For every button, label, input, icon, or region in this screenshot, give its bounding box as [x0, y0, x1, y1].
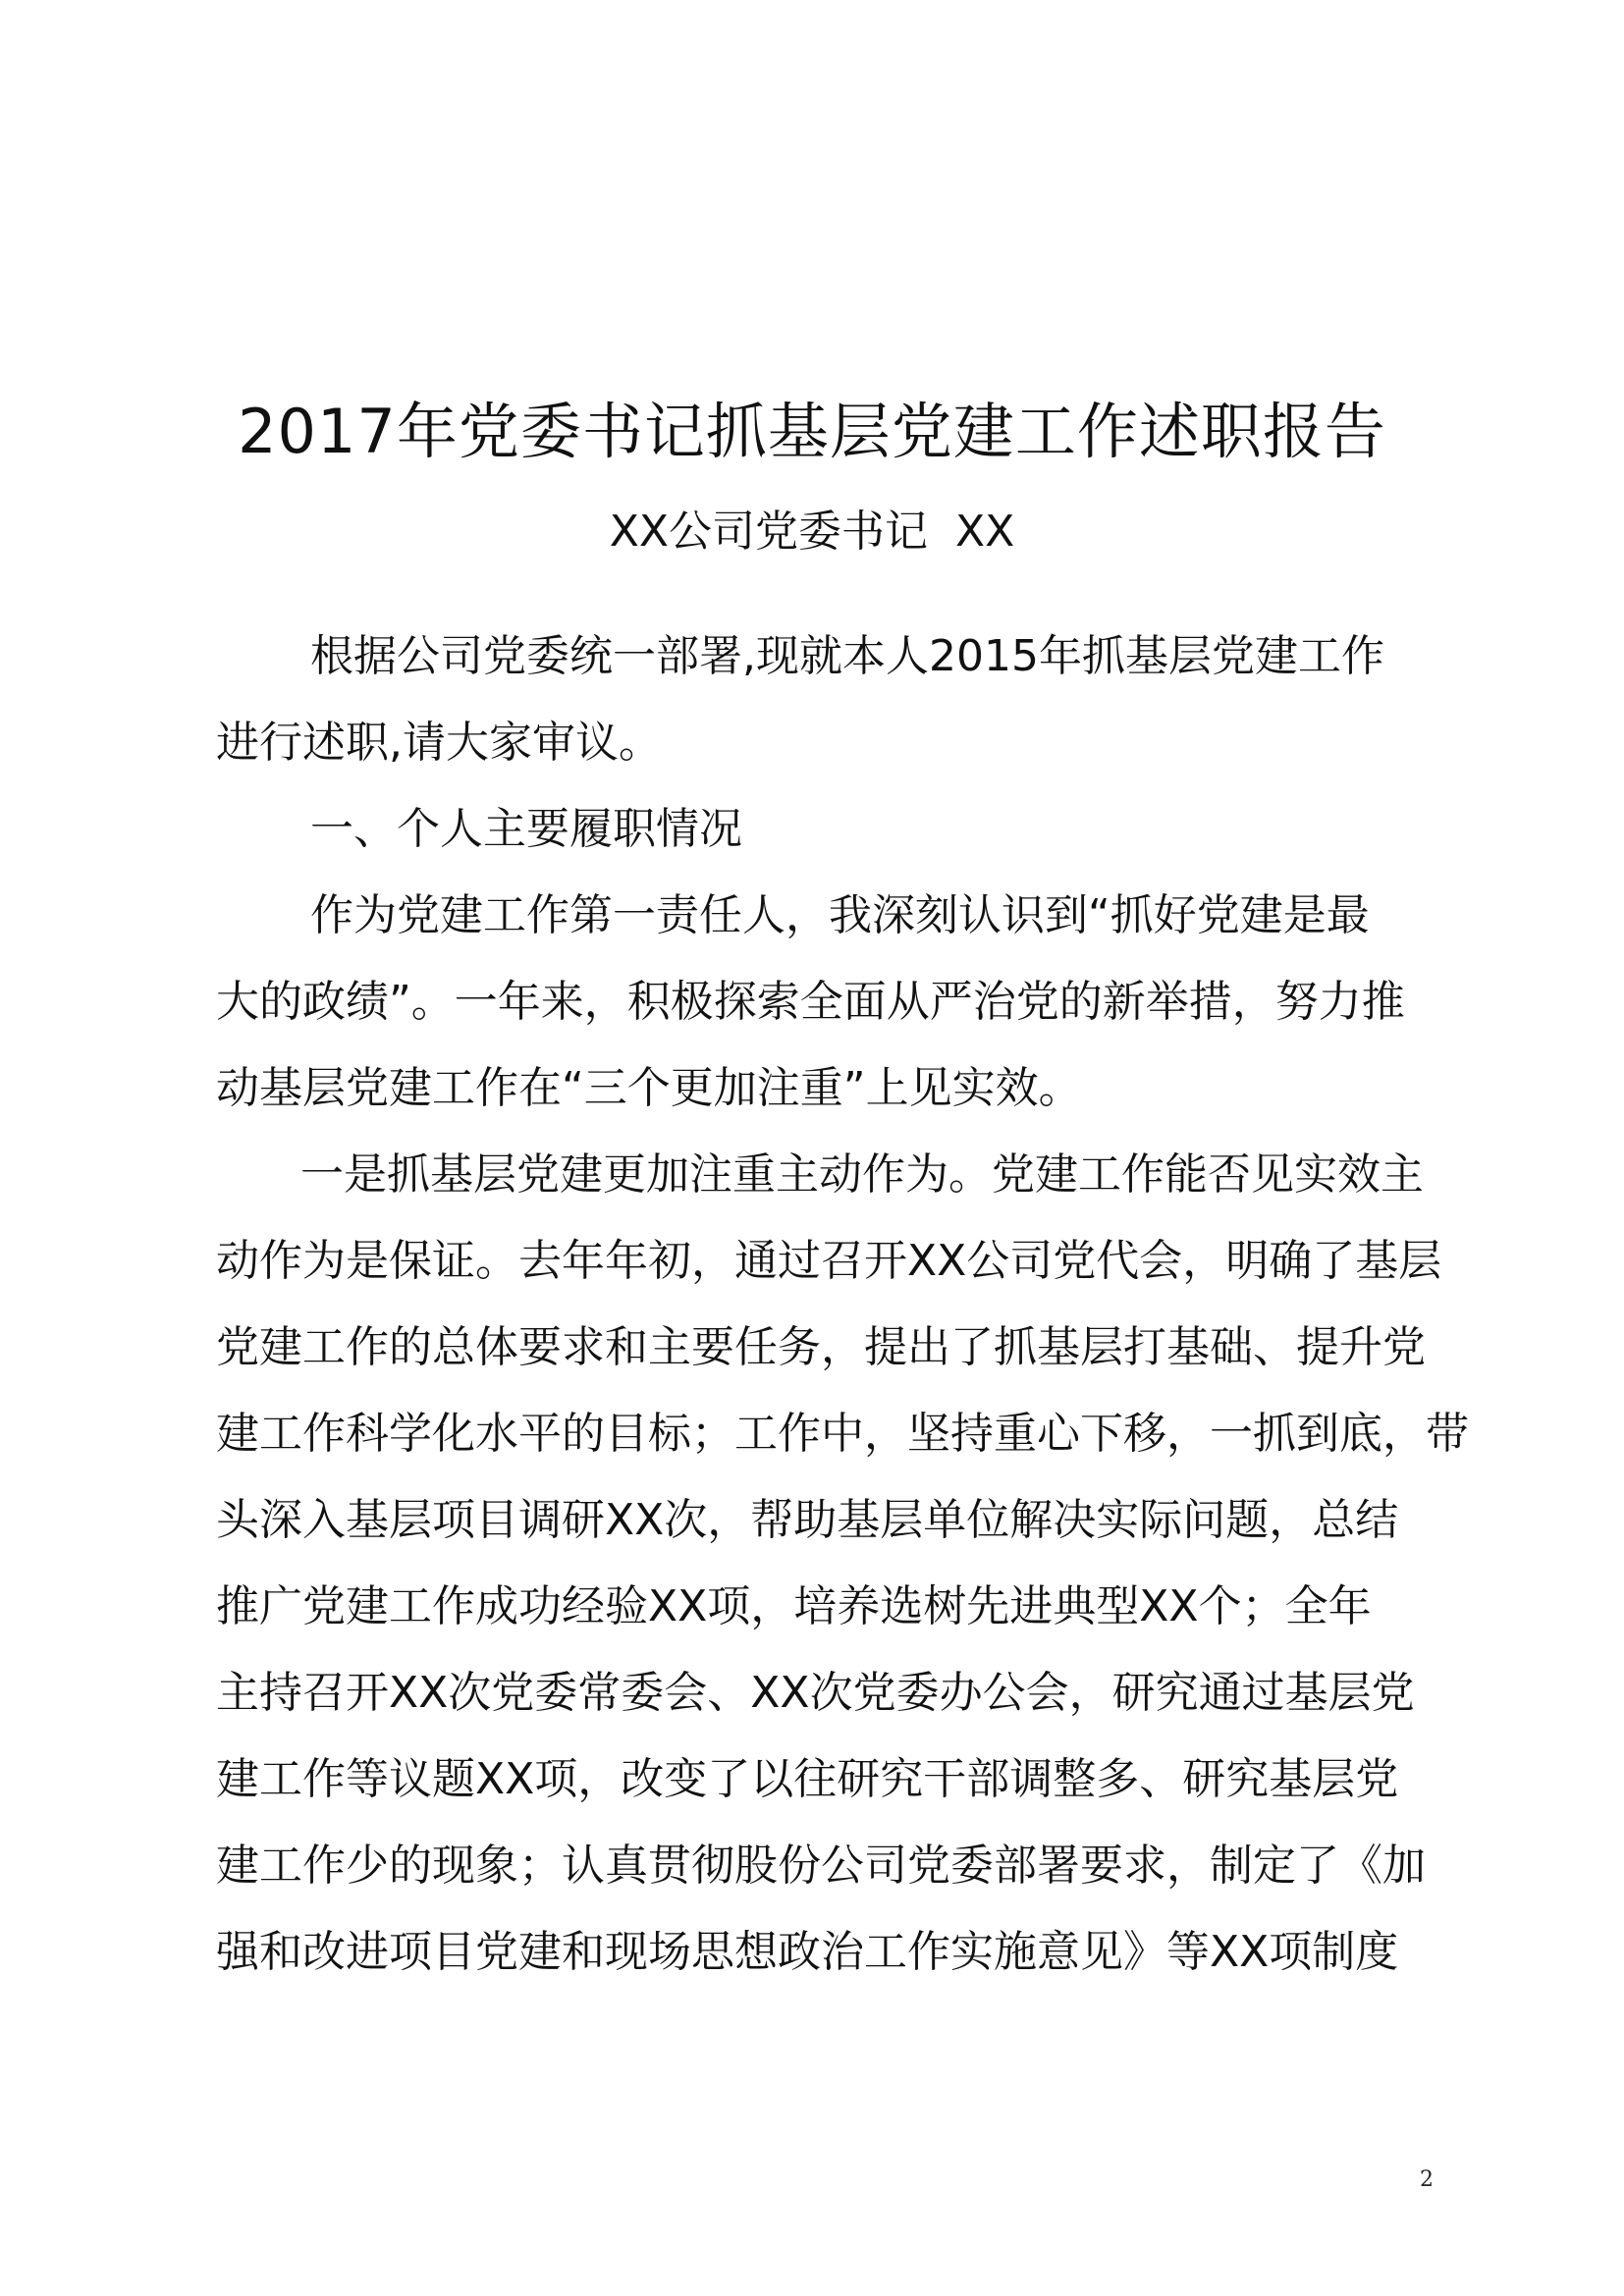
paragraph-line: 强和改进项目党建和现场思想政治工作实施意见》等XX项制度	[216, 1927, 1399, 1977]
paragraph-line: 根据公司党委统一部署,现就本人2015年抓基层党建工作	[310, 631, 1384, 681]
paragraph-line: 头深入基层项目调研XX次，帮助基层单位解决实际问题，总结	[216, 1495, 1399, 1545]
paragraph-line: 大的政绩”。一年来，积极探索全面从严治党的新举措，努力推	[216, 977, 1405, 1027]
paragraph-line: 一是抓基层党建更加注重主动作为。党建工作能否见实效主	[300, 1149, 1424, 1200]
report-title: 2017年党委书记抓基层党建工作述职报告	[238, 396, 1386, 467]
paragraph-line: 建工作少的现象；认真贯彻股份公司党委部署要求，制定了《加	[216, 1841, 1426, 1891]
paragraph-line: 进行述职,请大家审议。	[216, 718, 662, 768]
paragraph-line: 建工作等议题XX项，改变了以往研究干部调整多、研究基层党	[216, 1754, 1399, 1804]
paragraph-line: 动基层党建工作在“三个更加注重”上见实效。	[216, 1063, 1082, 1113]
report-body	[216, 614, 1469, 1996]
paragraph-line: 推广党建工作成功经验XX项，培养选树先进典型XX个；全年	[216, 1581, 1372, 1631]
section-heading: 一、个人主要履职情况	[310, 804, 742, 854]
page-number: 2	[1420, 2167, 1434, 2192]
author-line: XX公司党委书记 XX	[609, 507, 1015, 557]
paragraph-line: 主持召开XX次党委常委会、XX次党委办公会，研究通过基层党	[216, 1668, 1415, 1718]
paragraph-line: 作为党建工作第一责任人，我深刻认识到“抓好党建是最	[310, 890, 1370, 940]
paragraph-line: 动作为是保证。去年年初，通过召开XX公司党代会，明确了基层	[216, 1236, 1442, 1286]
paragraph-line: 建工作科学化水平的目标；工作中，坚持重心下移，一抓到底，带	[216, 1409, 1469, 1459]
paragraph-line: 党建工作的总体要求和主要任务，提出了抓基层打基础、提升党	[216, 1322, 1426, 1372]
